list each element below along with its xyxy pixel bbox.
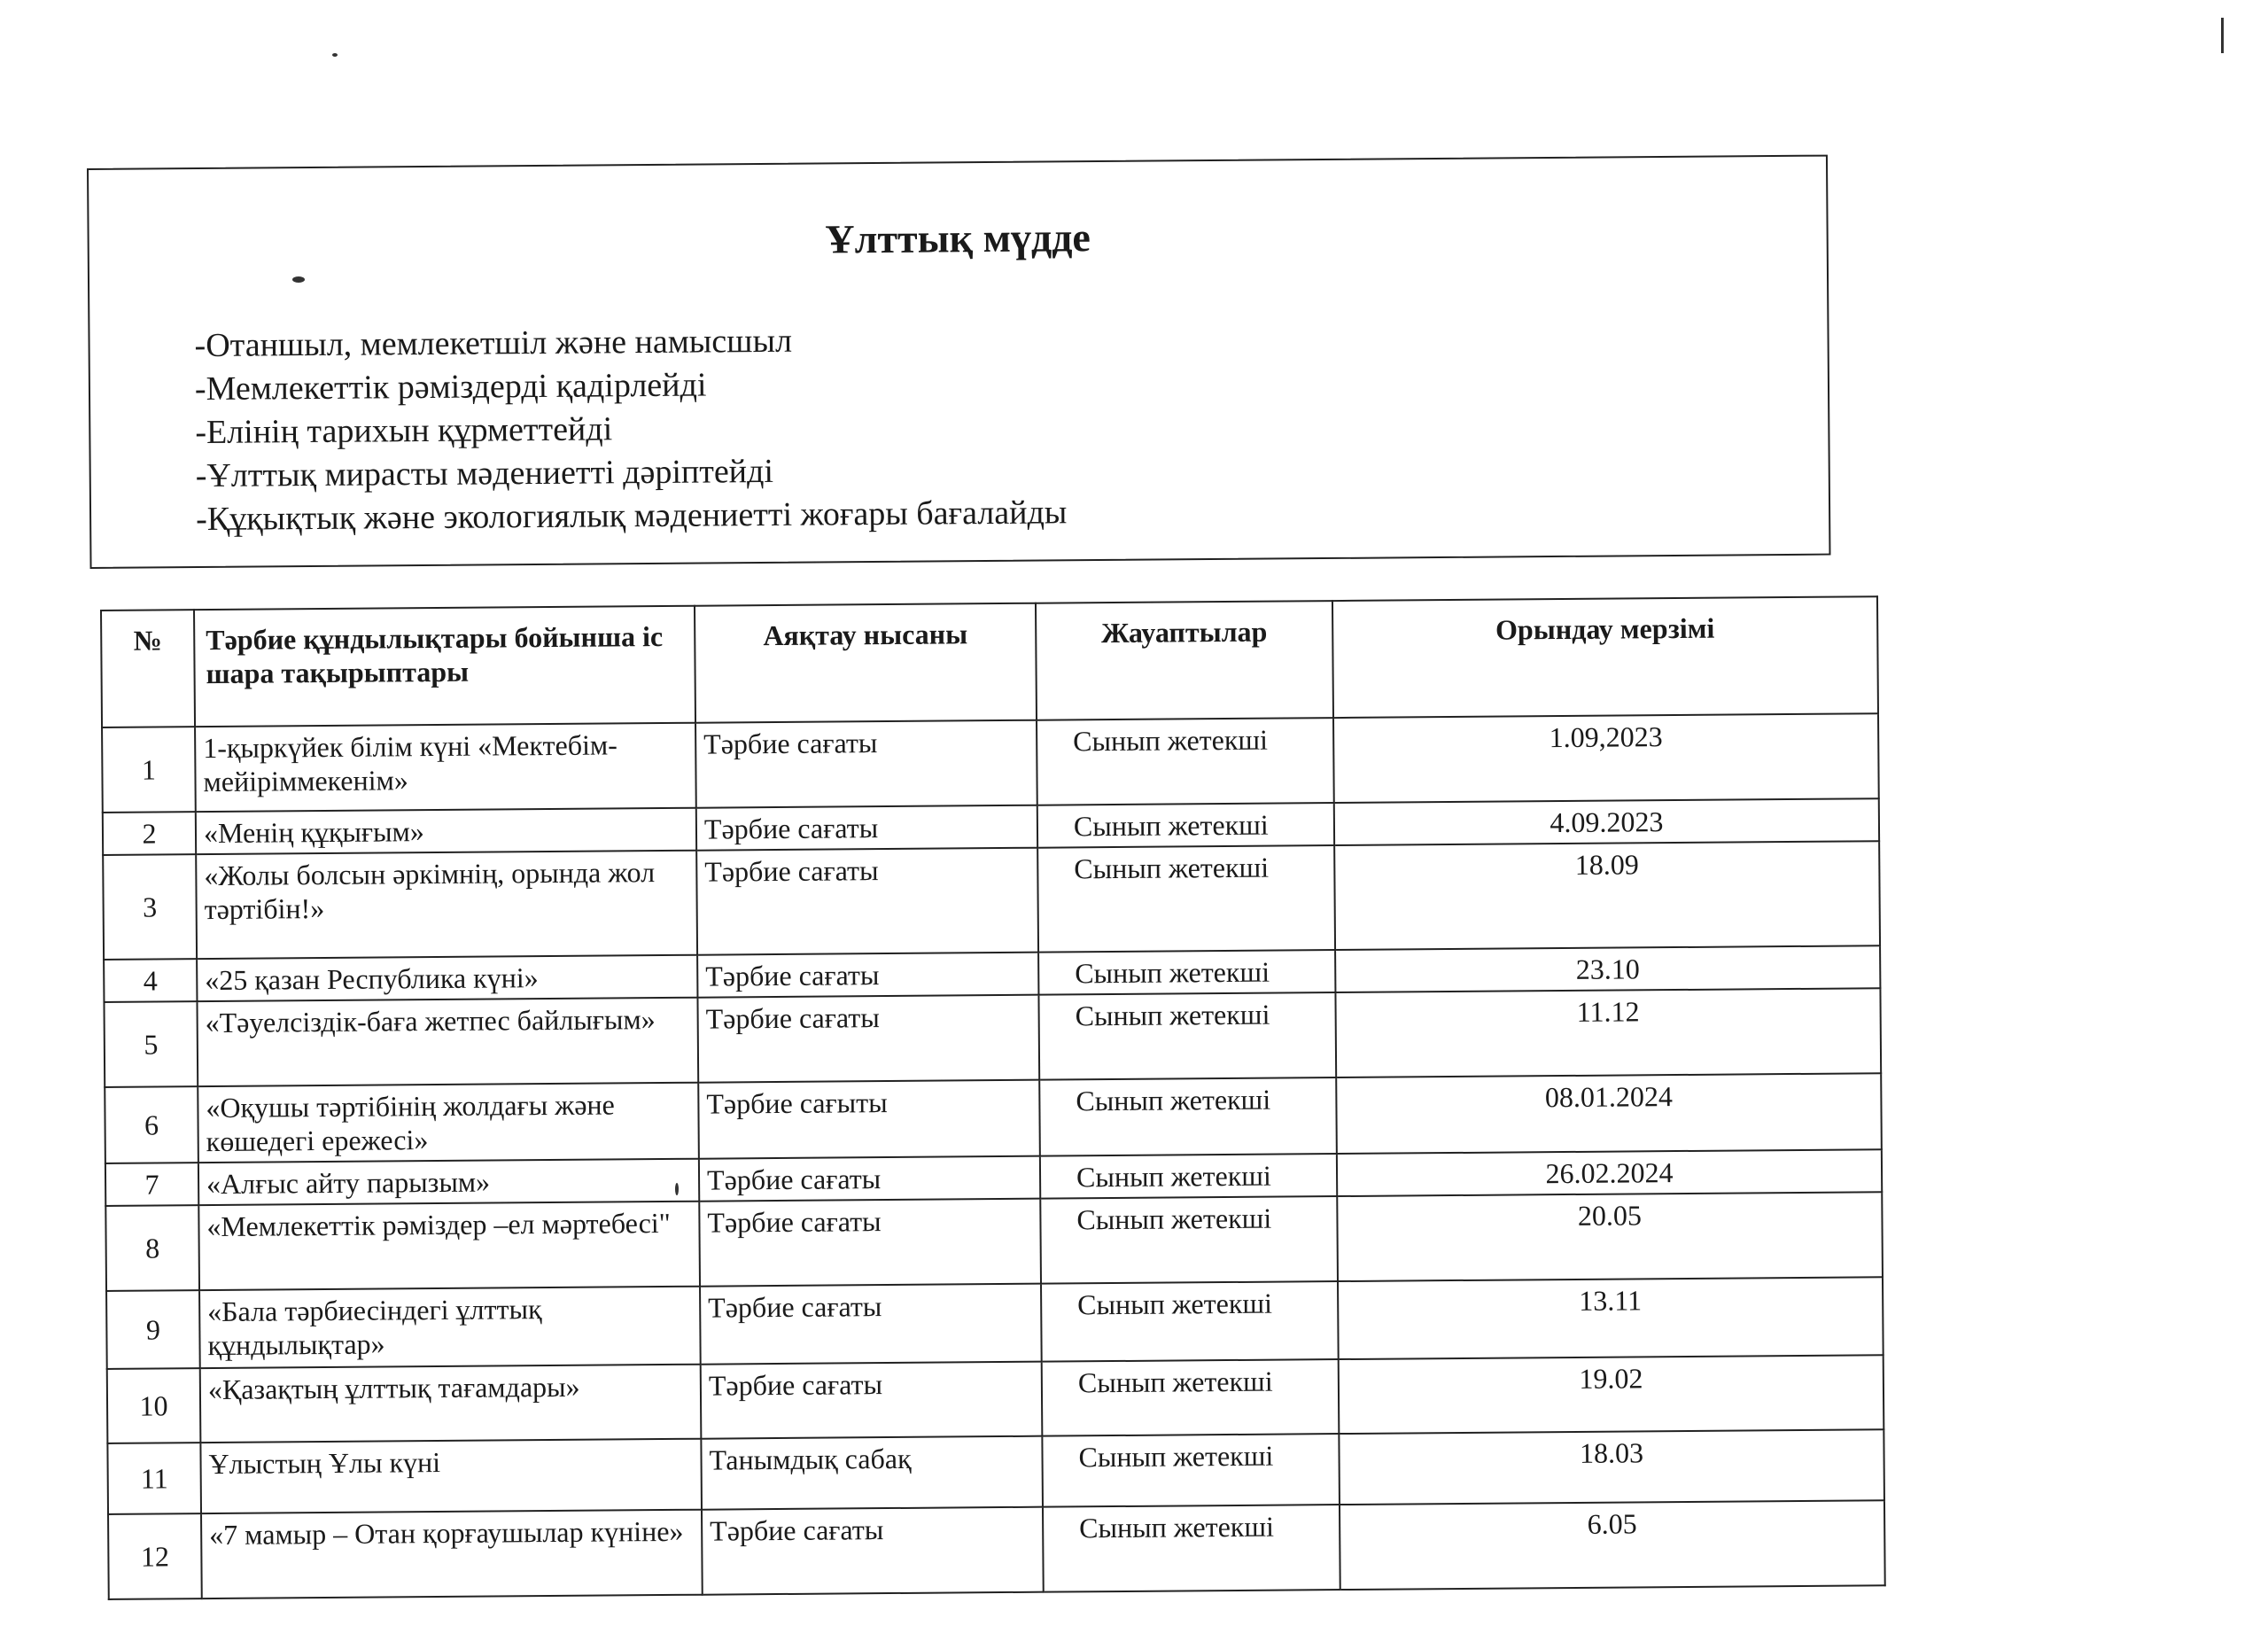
row-form: Тәрбие сағаты [701,1362,1043,1439]
row-form: Тәрбие сағаты [699,1199,1041,1287]
row-deadline: 6.05 [1340,1500,1885,1590]
col-header-topic: Тәрбие құндылықтары бойынша іс шара тақырыптары [194,606,695,727]
row-form: Тәрбие сағаты [700,1284,1042,1365]
row-deadline: 26.02.2024 [1337,1149,1882,1196]
values-header-box [87,155,1830,569]
row-responsible: Сынып жетекші [1037,718,1334,805]
row-responsible: Сынып жетекші [1041,1281,1339,1362]
col-header-num: № [101,610,195,727]
row-number: 10 [107,1368,201,1443]
row-responsible: Сынып жетекші [1040,1154,1337,1199]
row-topic: «25 қазан Республика күні» [197,955,697,1001]
row-number: 6 [105,1086,198,1163]
row-deadline: 18.09 [1334,841,1880,950]
row-topic: «Мемлекеттік рәміздер –ел мәртебесі" [198,1202,700,1290]
row-form: Тәрбие сағыты [698,1080,1040,1159]
row-responsible: Сынып жетекші [1037,803,1334,848]
row-deadline: 08.01.2024 [1336,1073,1882,1154]
row-deadline: 1.09,2023 [1333,713,1879,803]
row-topic: «Қазақтың ұлттық тағамдары» [200,1365,702,1443]
scan-speck [675,1183,679,1195]
row-form: Тәрбие сағаты [699,1156,1040,1202]
value-item: -Мемлекеттік рәміздерді қадірлейді [194,366,707,408]
row-responsible: Сынып жетекші [1038,992,1336,1080]
row-deadline: 18.03 [1339,1429,1884,1505]
col-header-responsible: Жауаптылар [1036,601,1333,720]
row-topic: «Тәуелсіздік-баға жетпес байлығым» [197,998,698,1086]
row-number: 2 [103,812,196,855]
row-number: 7 [105,1163,198,1206]
table-header-row [101,596,1878,727]
row-topic: «Жолы болсын әркімнің, орында жол тәртібін!» [196,851,697,959]
row-responsible: Сынып жетекші [1040,1196,1338,1284]
table-row [104,988,1881,1087]
col-header-deadline: Орындау мерзімі [1332,596,1878,718]
row-topic: «Оқушы тәртібінің жолдағы және көшедегі ережесі» [198,1083,699,1163]
events-plan-table [100,595,1886,1600]
table-row [106,1277,1884,1369]
row-form: Тәрбие сағаты [696,848,1038,955]
row-responsible: Сынып жетекші [1038,950,1335,995]
row-number: 11 [107,1443,201,1514]
row-form: Танымдық сабақ [701,1436,1043,1510]
row-topic: «Менің құқығым» [196,808,696,854]
row-topic: «Бала тәрбиесіндегі ұлттық құндылықтар» [199,1287,701,1368]
row-form: Тәрбие сағаты [697,995,1039,1083]
row-responsible: Сынып жетекші [1039,1077,1337,1156]
table-row [105,1073,1882,1163]
value-item: -Құқықтық және экологиялық мәдениетті жоғары бағалайды [195,494,1068,539]
table-row [105,1192,1883,1291]
row-form: Тәрбие сағаты [702,1507,1044,1595]
row-deadline: 20.05 [1337,1192,1883,1281]
table-row [103,841,1880,960]
row-number: 1 [102,727,196,813]
table-row [107,1355,1884,1443]
table-row [108,1500,1885,1599]
row-form: Тәрбие сағаты [696,805,1037,851]
col-header-form: Аяқтау нысаны [695,603,1037,723]
scan-speck [332,53,338,57]
row-number: 9 [106,1290,200,1369]
table-row [102,713,1879,813]
scan-speck [2221,18,2224,53]
row-deadline: 19.02 [1339,1355,1884,1434]
values-list [194,317,1067,541]
row-responsible: Сынып жетекші [1042,1434,1340,1507]
value-item: -Отаншыл, мемлекетшіл және намысшыл [194,322,793,365]
row-number: 5 [104,1001,198,1087]
row-topic: «Алғыс айту парызым» [198,1159,699,1205]
row-deadline: 13.11 [1338,1277,1884,1359]
row-responsible: Сынып жетекші [1042,1359,1340,1436]
row-deadline: 23.10 [1335,945,1880,992]
row-topic: Ұлыстың Ұлы күні [200,1439,702,1513]
row-deadline: 11.12 [1335,988,1881,1077]
row-form: Тәрбие сағаты [695,720,1037,808]
row-form: Тәрбие сағаты [697,953,1038,998]
row-number: 4 [104,959,197,1002]
section-title: Ұлттық мүдде [825,214,1091,262]
row-number: 8 [105,1205,199,1291]
value-item: -Ұлттық мирасты мәдениетті дәріптейді [195,452,774,495]
row-topic: «7 мамыр – Отан қорғаушылар күніне» [201,1510,703,1598]
row-number: 3 [103,854,197,960]
scan-speck [292,276,305,283]
row-topic: 1-қыркүйек білім күні «Мектебім- мейіріммекенім» [195,723,696,812]
row-number: 12 [108,1513,202,1599]
row-deadline: 4.09.2023 [1334,798,1879,845]
value-item: -Елінің тарихын құрметтейді [195,410,613,452]
row-responsible: Сынып жетекші [1037,845,1335,953]
row-responsible: Сынып жетекші [1043,1505,1340,1592]
